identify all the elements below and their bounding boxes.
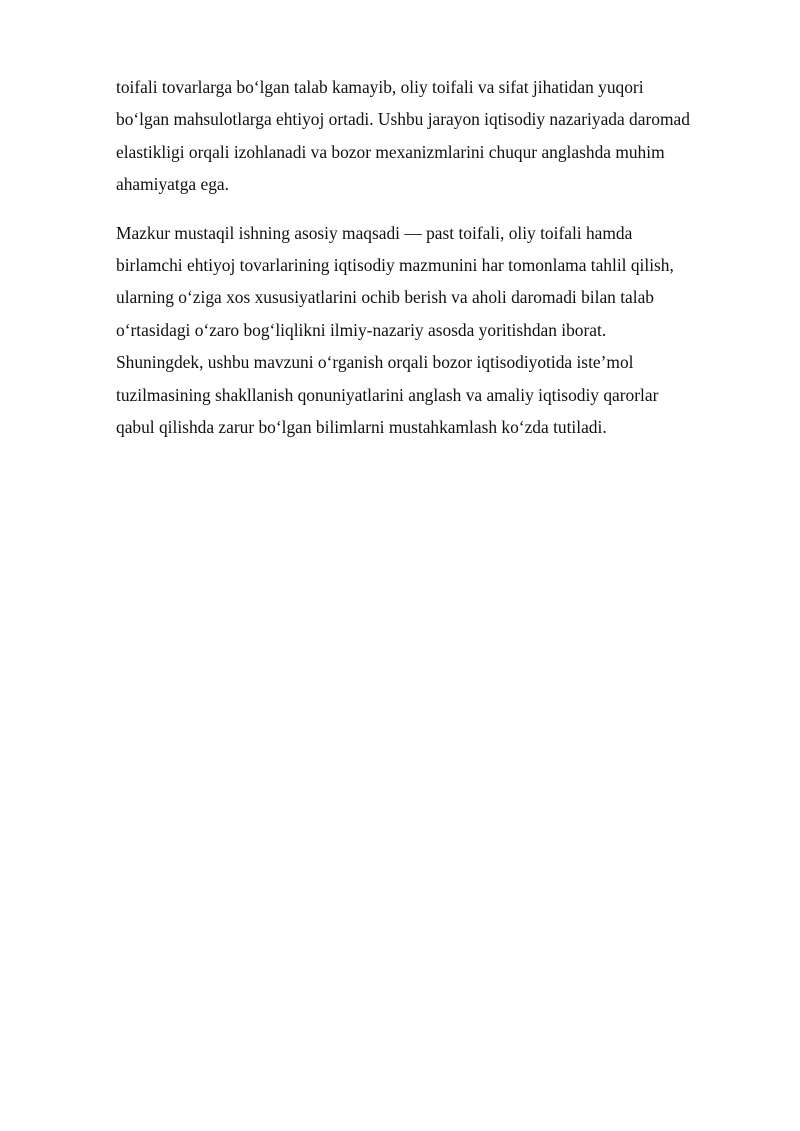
paragraph-line: ahamiyatga ega. <box>116 174 229 195</box>
paragraph-line: Shuningdek, ushbu mavzuni o‘rganish orqali bozor iqtisodiyotida iste’mol <box>116 352 634 373</box>
paragraph-line: ularning o‘ziga xos xususiyatlarini ochib berish va aholi daromadi bilan talab <box>116 287 655 308</box>
paragraph-1 <box>116 71 741 201</box>
paragraph-line: o‘rtasidagi o‘zaro bog‘liqlikni ilmiy-nazariy asosda yoritishdan iborat. <box>116 319 607 340</box>
paragraph-line: birlamchi ehtiyoj tovarlarining iqtisodiy mazmunini har tomonlama tahlil qilish, <box>116 255 674 276</box>
paragraph-line: elastikligi orqali izohlanadi va bozor mexanizmlarini chuqur anglashda muhim <box>116 141 665 162</box>
paragraph-2 <box>116 217 741 444</box>
paragraph-line: Mazkur mustaqil ishning asosiy maqsadi — past toifali, oliy toifali hamda <box>116 222 633 243</box>
paragraph-line: toifali tovarlarga bo‘lgan talab kamayib, oliy toifali va sifat jihatidan yuqori <box>116 77 644 97</box>
paragraph-line: qabul qilishda zarur bo‘lgan bilimlarni mustahkamlash ko‘zda tutiladi. <box>116 417 607 438</box>
paragraph-line: tuzilmasining shakllanish qonuniyatlarini anglash va amaliy iqtisodiy qarorlar <box>116 384 659 405</box>
document-body <box>116 71 741 443</box>
paragraph-line: bo‘lgan mahsulotlarga ehtiyoj ortadi. Ushbu jarayon iqtisodiy nazariyada daromad <box>116 109 690 130</box>
